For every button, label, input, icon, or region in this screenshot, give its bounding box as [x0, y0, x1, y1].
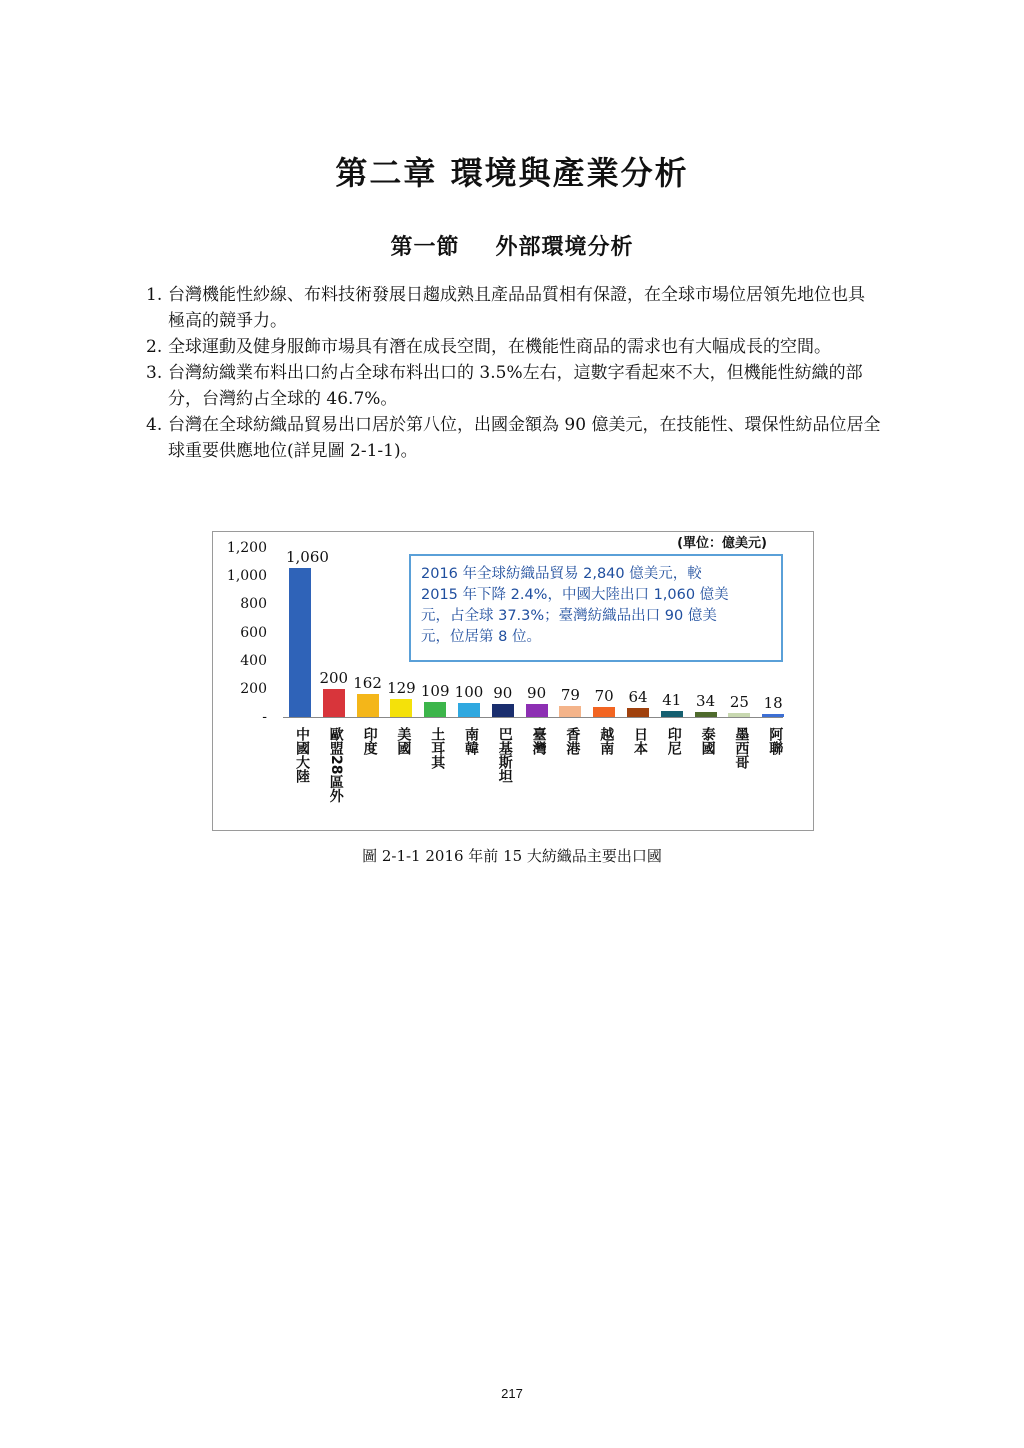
bar-value-label: 90 [527, 684, 547, 703]
export-bar-chart [212, 531, 814, 831]
category-label: 墨西哥 [733, 727, 750, 769]
list-item [146, 334, 881, 360]
annotation-line: 2015 年下降 2.4%，中國大陸出口 1,060 億美 [421, 587, 729, 603]
figure-caption: 圖 2-1-1 2016 年前 15 大紡織品主要出口國 [362, 847, 662, 865]
y-tick-label: 1,000 [226, 568, 267, 585]
list-item-text: 台灣紡織業布料出口約占全球布料出口的 3.5%左右，這數字看起來不大，但機能性紡織的部分，台灣約占全球的 46.7%。 [168, 363, 863, 409]
bar-value-label: 18 [763, 694, 783, 713]
category-label: 歐盟28區外 [327, 727, 344, 803]
page-number: 217 [501, 1386, 523, 1401]
chart-annotation-box [409, 554, 783, 662]
bar-value-label: 25 [729, 693, 749, 712]
chart-unit-label: (單位：億美元) [677, 536, 767, 551]
annotation-line: 元，位居第 8 位。 [421, 629, 541, 645]
category-label: 南韓 [463, 727, 479, 755]
bar [762, 714, 784, 717]
bar [424, 702, 446, 717]
y-tick-label: 800 [240, 596, 267, 613]
category-label: 泰國 [699, 727, 716, 755]
category-label: 香港 [564, 727, 581, 755]
bar [627, 708, 649, 717]
bar-value-label: 129 [387, 678, 416, 697]
bar-value-label: 109 [420, 681, 450, 700]
list-item [146, 282, 881, 334]
chapter-title: 第二章 環境與產業分析 [335, 154, 689, 192]
chart-baseline [283, 717, 783, 718]
bar [526, 704, 548, 717]
category-label: 日本 [632, 727, 648, 755]
list-item-number: 1. [146, 285, 163, 305]
bar [323, 689, 345, 717]
list-item-number: 3. [146, 363, 163, 383]
bar [492, 704, 514, 717]
annotation-line: 2016 年全球紡織品貿易 2,840 億美元，較 [421, 566, 702, 582]
bar [559, 706, 581, 717]
category-label: 美國 [395, 727, 412, 755]
bar-value-label: 70 [594, 687, 614, 706]
bar [390, 699, 412, 717]
list-item-number: 4. [146, 415, 163, 435]
list-item [146, 412, 881, 464]
bar-value-label: 1,060 [286, 547, 329, 566]
category-label: 巴基斯坦 [496, 727, 513, 783]
list-item-text: 全球運動及健身服飾市場具有潛在成長空間，在機能性商品的需求也有大幅成長的空間。 [168, 337, 831, 357]
bar-value-label: 79 [560, 685, 580, 704]
bar [695, 712, 717, 717]
bar-value-label: 162 [353, 674, 382, 693]
bar-value-label: 64 [628, 687, 648, 706]
category-label: 越南 [598, 727, 615, 755]
annotation-line: 元，占全球 37.3%；臺灣紡織品出口 90 億美 [421, 608, 717, 624]
bar-value-label: 90 [493, 684, 513, 703]
list-item-text: 台灣在全球紡織品貿易出口居於第八位，出國金額為 90 億美元，在技能性、環保性紡品位居全球重要供應地位(詳見圖 2-1-1)。 [168, 415, 881, 461]
list-item [146, 360, 881, 412]
category-label: 土耳其 [429, 727, 446, 769]
section-name: 外部環境分析 [495, 235, 634, 260]
section-number: 第一節 [390, 235, 460, 260]
y-tick-label: 400 [240, 652, 267, 669]
bar [289, 568, 311, 717]
findings-list [146, 282, 881, 464]
category-label: 印度 [361, 727, 378, 755]
list-item-number: 2. [146, 337, 163, 357]
bar-value-label: 100 [454, 682, 484, 701]
bar-value-label: 41 [662, 691, 682, 710]
y-tick-label: 600 [240, 624, 267, 641]
section-title [0, 230, 1024, 261]
list-item-text: 台灣機能性紗線、布料技術發展日趨成熟且產品品質相有保證，在全球市場位居領先地位也具極高的競爭力。 [168, 285, 865, 331]
y-tick-label: - [262, 709, 267, 725]
category-label: 阿聯 [767, 727, 784, 755]
bar [458, 703, 480, 717]
bar [728, 713, 750, 717]
category-label: 中國大陸 [294, 727, 310, 783]
y-tick-label: 1,200 [226, 540, 267, 556]
category-label: 印尼 [665, 727, 682, 755]
bar [593, 707, 615, 717]
bar-value-label: 34 [696, 692, 716, 711]
bar [661, 711, 683, 717]
bar [357, 694, 379, 717]
y-tick-label: 200 [240, 680, 267, 697]
bar-value-label: 200 [319, 668, 349, 687]
category-label: 臺灣 [530, 727, 547, 755]
